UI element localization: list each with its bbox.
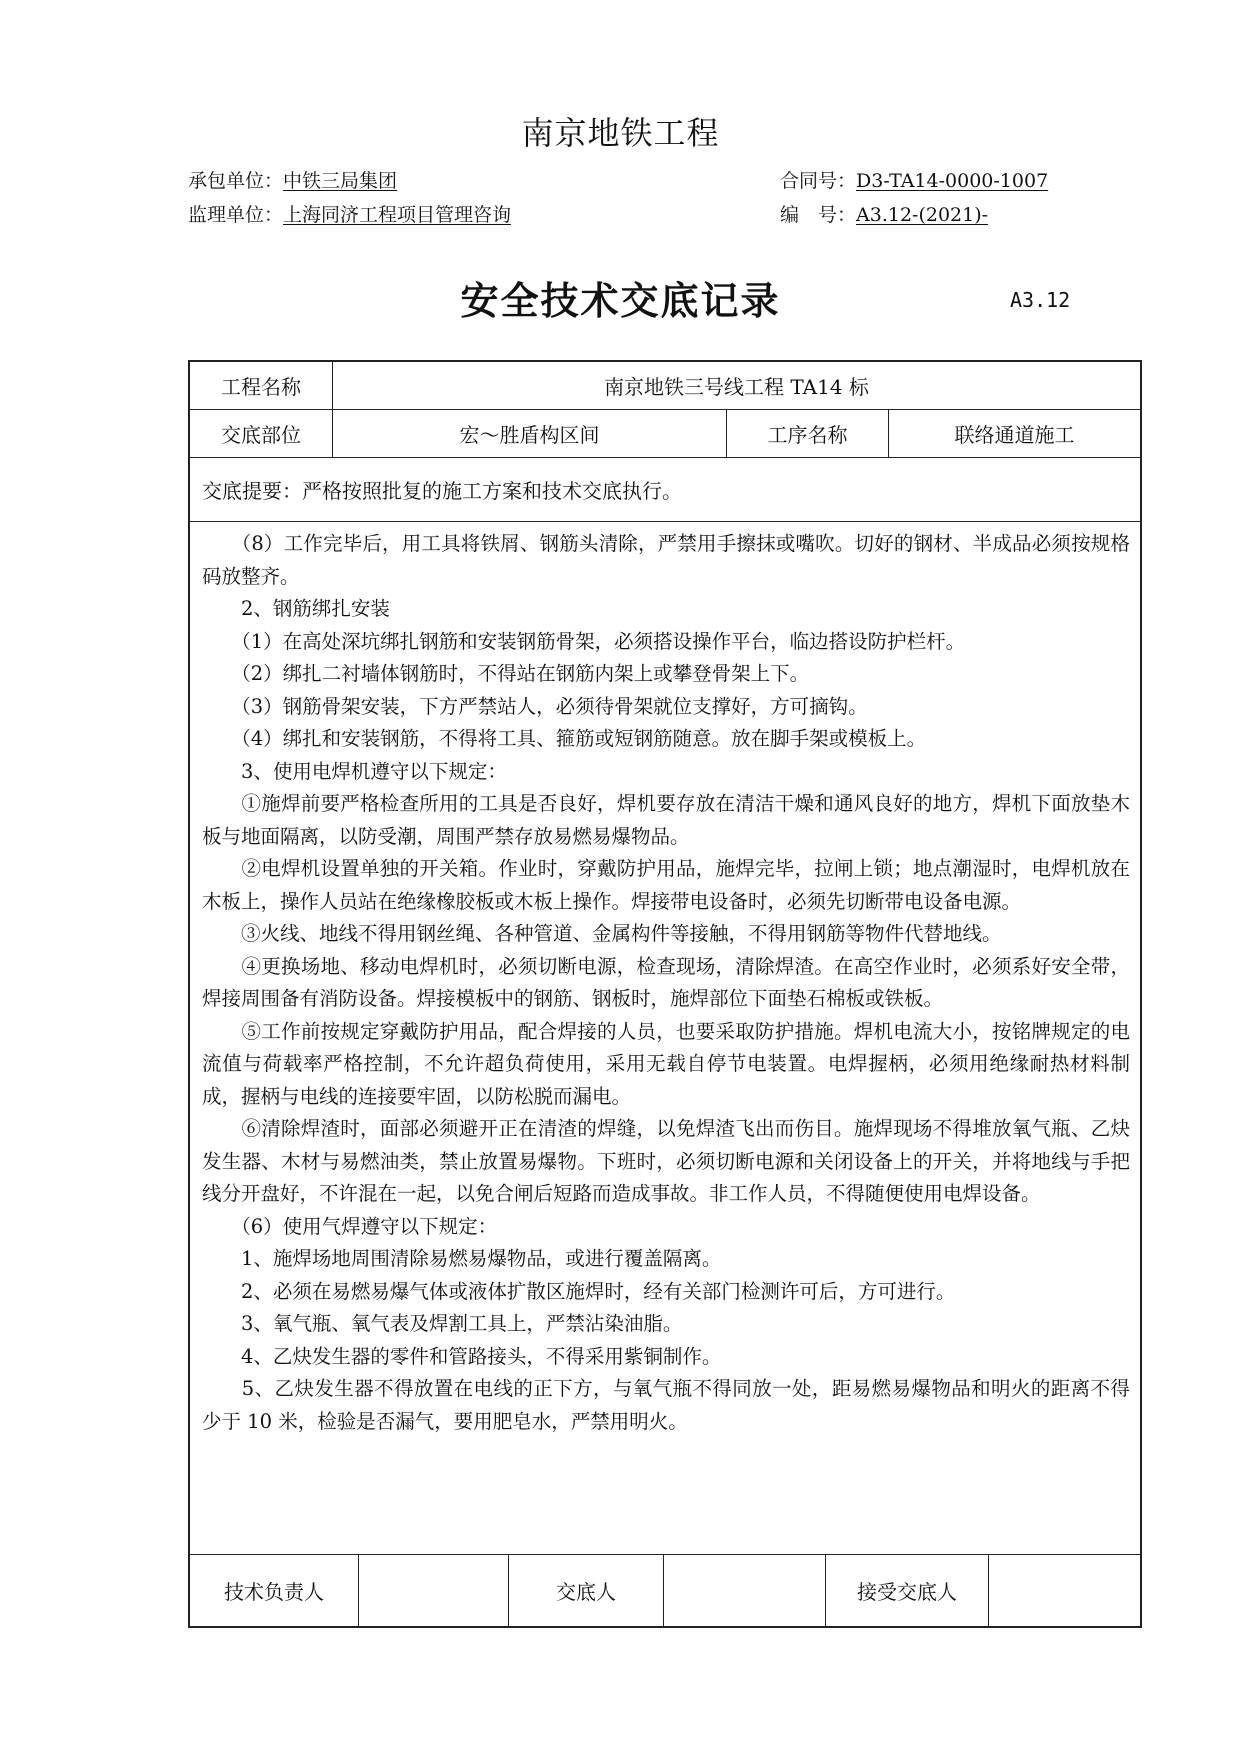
body-paragraph: ①施焊前要严格检查所用的工具是否良好，焊机要存放在清洁干燥和通风良好的地方，焊机下面放垫木板与地面隔离，以防受潮，周围严禁存放易燃易爆物品。 xyxy=(202,792,1130,848)
summary-text: 交底提要：严格按照批复的施工方案和技术交底执行。 xyxy=(202,479,682,503)
presenter-label: 交底人 xyxy=(508,1555,663,1626)
body-paragraph: （4）绑扎和安装钢筋，不得将工具、箍筋或短钢筋随意。放在脚手架或模板上。 xyxy=(202,727,927,750)
supervisor-value: 上海同济工程项目管理咨询 xyxy=(283,204,512,226)
body-paragraph: （3）钢筋骨架安装，下方严禁站人，必须待骨架就位支撑好，方可摘钩。 xyxy=(202,694,868,718)
body-paragraph: ⑤工作前按规定穿戴防护用品，配合焊接的人员，也要采取防护措施。焊机电流大小，按铭牌规定的电流值与荷载率严格控制，不允许超负荷使用，采用无载自停节电装置。电焊握柄，必须用绝缘耐热材料制成，握柄与电线的连接要牢固，以防松脱而漏电。 xyxy=(202,1019,1130,1108)
location-label: 交底部位 xyxy=(221,423,301,447)
body-paragraph: 4、乙炔发生器的零件和管路接头，不得采用紫铜制作。 xyxy=(202,1344,722,1368)
contract-no-line xyxy=(780,166,1048,193)
body-paragraph: （1）在高处深坑绑扎钢筋和安装钢筋骨架，必须搭设操作平台，临边搭设防护栏杆。 xyxy=(202,629,966,653)
project-name-label: 工程名称 xyxy=(221,375,301,399)
disclosure-table xyxy=(188,360,1142,1628)
tech-lead-signature xyxy=(358,1555,508,1626)
contract-no-label: 合同号： xyxy=(780,170,857,192)
serial-no-value: A3.12-(2021)- xyxy=(856,204,989,226)
serial-no-label: 编 号： xyxy=(780,204,857,226)
body-paragraph: 5、乙炔发生器不得放置在电线的正下方，与氧气瓶不得同放一处，距易燃易爆物品和明火的距离不得少于 10 米，检验是否漏气，要用肥皂水，严禁用明火。 xyxy=(202,1377,1130,1433)
serial-no-line xyxy=(780,200,988,227)
process-label: 工序名称 xyxy=(726,410,888,457)
summary-row xyxy=(190,458,1140,522)
receiver-signature xyxy=(988,1555,1140,1626)
supervisor-label: 监理单位： xyxy=(188,204,284,226)
document-code: A3.12 xyxy=(1010,288,1071,312)
contractor-line xyxy=(188,166,397,193)
body-paragraph: ③火线、地线不得用钢丝绳、各种管道、金属构件等接触，不得用钢筋等物件代替地线。 xyxy=(202,922,1002,945)
body-paragraph: 2、钢筋绑扎安装 xyxy=(202,597,390,620)
body-paragraph: 3、氧气瓶、氧气表及焊割工具上，严禁沾染油脂。 xyxy=(202,1312,683,1335)
disclosure-body xyxy=(190,522,1140,1438)
location-row xyxy=(190,410,1140,458)
body-paragraph: （6）使用气焊遵守以下规定： xyxy=(202,1214,498,1238)
body-paragraph: 2、必须在易燃易爆气体或液体扩散区施焊时，经有关部门检测许可后，方可进行。 xyxy=(202,1279,956,1303)
process-value: 联络通道施工 xyxy=(888,410,1140,457)
body-paragraph: （8）工作完毕后，用工具将铁屑、钢筋头清除，严禁用手擦抹或嘴吹。切好的钢材、半成品必须按规格码放整齐。 xyxy=(202,532,1130,588)
contractor-label: 承包单位： xyxy=(188,170,284,192)
receiver-label: 接受交底人 xyxy=(825,1555,988,1626)
project-name-value: 南京地铁三号线工程 TA14 标 xyxy=(332,362,1140,409)
signature-row xyxy=(190,1555,1140,1626)
tech-lead-label: 技术负责人 xyxy=(224,1580,324,1604)
location-value: 宏～胜盾构区间 xyxy=(332,410,726,457)
body-paragraph: 3、使用电焊机遵守以下规定： xyxy=(202,759,507,783)
supervisor-line xyxy=(188,200,511,227)
presenter-signature xyxy=(663,1555,825,1626)
contractor-value: 中铁三局集团 xyxy=(283,170,398,192)
project-name-row xyxy=(190,362,1140,410)
body-paragraph: 1、施焊场地周围清除易燃易爆物品，或进行覆盖隔离。 xyxy=(202,1247,722,1270)
body-paragraph: ⑥清除焊渣时，面部必须避开正在清渣的焊缝，以免焊渣飞出而伤目。施焊现场不得堆放氧气瓶、乙炔发生器、木材与易燃油类，禁止放置易爆物。下班时，必须切断电源和关闭设备上的开关，并将地线与手把线分开盘好，不许混在一起，以免合闸后短路而造成事故。非工作人员，不得随便使用电焊设备。 xyxy=(202,1117,1130,1205)
project-header-title: 南京地铁工程 xyxy=(521,114,720,152)
body-paragraph: ②电焊机设置单独的开关箱。作业时，穿戴防护用品，施焊完毕，拉闸上锁；地点潮湿时，电焊机放在木板上，操作人员站在绝缘橡胶板或木板上操作。焊接带电设备时，必须先切断带电设备电源。 xyxy=(202,857,1130,913)
body-paragraph: （2）绑扎二衬墙体钢筋时，不得站在钢筋内架上或攀登骨架上下。 xyxy=(202,662,810,685)
content-row xyxy=(190,522,1140,1555)
contract-no-value: D3-TA14-0000-1007 xyxy=(856,170,1049,192)
document-title: 安全技术交底记录 xyxy=(460,279,781,323)
body-paragraph: ④更换场地、移动电焊机时，必须切断电源，检查现场，清除焊渣。在高空作业时，必须系好安全带，焊接周围备有消防设备。焊接模板中的钢筋、钢板时，施焊部位下面垫石棉板或铁板。 xyxy=(202,954,1130,1010)
